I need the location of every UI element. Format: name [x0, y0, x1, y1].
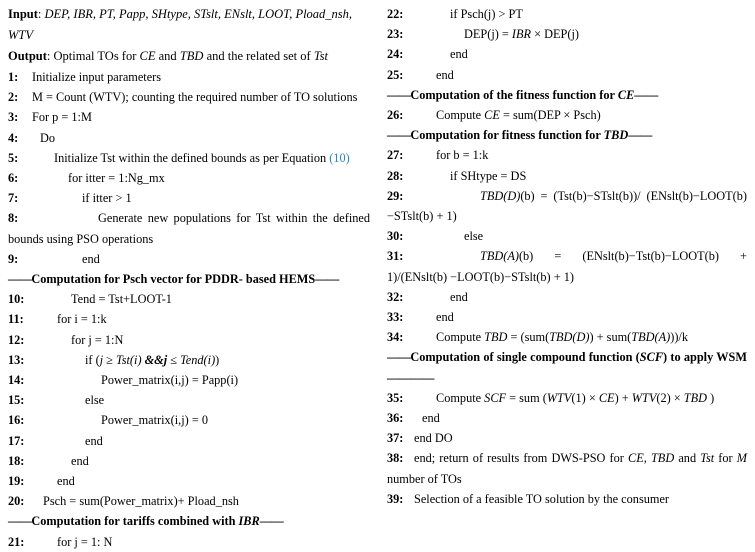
section-divider-tbd [387, 125, 747, 145]
divider-label: Computation of the fitness function for [410, 87, 618, 102]
line-number: 31: [387, 249, 404, 264]
pseudocode-line [8, 107, 370, 127]
pseudocode-line [387, 327, 747, 347]
pseudocode-line [8, 289, 370, 309]
section-divider-scf [387, 347, 747, 387]
line-text-c: and [674, 451, 701, 466]
pseudocode-line [8, 330, 370, 350]
output-text-a: Optimal TOs for [53, 49, 140, 63]
line-text-a: if ( [85, 352, 100, 367]
pseudocode-line [8, 67, 370, 87]
pseudocode-line [8, 350, 370, 370]
input-separator: : [37, 7, 45, 21]
section-divider-psch [8, 269, 370, 289]
section-divider-ce [387, 85, 747, 105]
line-number: 13: [8, 352, 25, 367]
output-header [8, 46, 370, 67]
line-number: 25: [387, 67, 404, 82]
line-text: Psch = sum(Power_matrix)+ Pload_nsh [43, 494, 239, 509]
line-number: 29: [387, 188, 404, 203]
line-text: end [85, 433, 103, 448]
line-text-b: = sum ( [506, 390, 547, 405]
line-text: else [464, 229, 484, 244]
pseudocode-left-column [0, 4, 377, 552]
line-number: 6: [8, 171, 19, 186]
divider-dash-left: —— [387, 128, 411, 143]
var-tbd-a: TBD(A) [480, 249, 519, 264]
var-ce: CE, [628, 451, 647, 466]
output-text-c: and the related set of [203, 49, 314, 63]
var-tbd-d: TBD(D) [549, 330, 590, 345]
line-number: 37: [387, 431, 404, 446]
pseudocode-line [387, 65, 747, 85]
divider-dash-right: —— [628, 128, 652, 143]
divider-dash-right: —— [315, 272, 339, 287]
divider-label-a: Computation of single compound function ( [410, 350, 640, 365]
divider-label: Computation for fitness function for [410, 128, 604, 143]
pseudocode-line [8, 410, 370, 430]
line-number: 36: [387, 411, 404, 426]
line-number: 21: [8, 534, 25, 549]
line-text: Do [40, 130, 56, 145]
var-tbd-d: TBD(D) [480, 188, 521, 203]
line-text: end [422, 411, 440, 426]
var-wtv-2: WTV [631, 390, 657, 405]
divider-dash-left: —— [8, 514, 32, 529]
output-tst-var: Tst [313, 49, 328, 63]
equation-reference-link[interactable]: (10) [329, 150, 350, 165]
pseudocode-line [387, 287, 747, 307]
line-number: 28: [387, 168, 404, 183]
output-text-b: and [155, 49, 180, 63]
pseudocode-line [8, 390, 370, 410]
line-number: 4: [8, 130, 19, 145]
line-text: for itter = 1:Ng_mx [68, 171, 165, 186]
line-text: else [85, 393, 105, 408]
pseudocode-line [8, 491, 370, 511]
pseudocode-line [387, 24, 747, 44]
line-text-d: for [714, 451, 737, 466]
line-text: end [82, 251, 100, 266]
divider-label: Computation for Psch vector for PDDR- based HEMS [31, 272, 316, 287]
line-text-a: Compute [436, 330, 485, 345]
line-text-c: (1) × [571, 390, 599, 405]
divider-ibr-var: IBR [238, 514, 260, 529]
pseudocode-line [8, 309, 370, 329]
line-number: 15: [8, 393, 25, 408]
line-text: Generate new populations for Tst within the defined bounds using PSO operations [8, 211, 370, 246]
pseudocode-line [8, 431, 370, 451]
var-m: M [736, 451, 748, 466]
divider-scf-var: SCF [639, 350, 664, 365]
line-number: 32: [387, 289, 404, 304]
line-number: 34: [387, 330, 404, 345]
line-number: 10: [8, 292, 25, 307]
divider-dash-right: —— [259, 514, 284, 529]
pseudocode-line [387, 489, 747, 509]
line-number: 38: [387, 451, 404, 466]
pseudocode-line [387, 4, 747, 24]
line-text: for j = 1: N [57, 534, 113, 549]
line-text: end [450, 47, 468, 62]
line-text: Selection of a feasible TO solution by the consumer [414, 491, 669, 506]
line-number: 3: [8, 110, 19, 125]
divider-label-b: ) to apply WSM [663, 350, 747, 365]
var-scf: SCF [484, 390, 507, 405]
input-variables: DEP, IBR, PT, Papp, SHtype, STslt, ENslt, LOOT, Pload_nsh, WTV [8, 7, 353, 42]
line-number: 8: [8, 211, 19, 226]
divider-dash-right: ———— [387, 370, 434, 385]
pseudocode-line [387, 145, 747, 165]
line-number: 39: [387, 491, 404, 506]
line-text-d: ≤ [167, 352, 181, 367]
line-text: Initialize input parameters [32, 70, 162, 84]
pseudocode-line [8, 208, 370, 248]
line-text-a: end; return of results from DWS-PSO for [414, 451, 629, 466]
line-text-a: DEP(j) = [464, 27, 512, 42]
line-number: 19: [8, 474, 25, 489]
line-number: 9: [8, 251, 19, 266]
var-tbd: TBD [650, 451, 675, 466]
output-ce-var: CE [139, 49, 156, 63]
line-text: end DO [414, 431, 453, 446]
var-tst: Tst [700, 451, 715, 466]
line-number: 17: [8, 433, 25, 448]
line-text-e: number of TOs [387, 471, 462, 486]
line-text: for j = 1:N [71, 332, 124, 347]
pseudocode-line [387, 428, 747, 448]
line-text-d: ) + [614, 390, 632, 405]
pseudocode-line [8, 188, 370, 208]
line-text-b: = (sum( [507, 330, 550, 345]
line-number: 2: [8, 90, 19, 105]
line-text: end [436, 67, 454, 82]
line-formula: (b) = (Tst(b)−STslt(b))/ (ENslt(b)−LOOT(b) −STslt(b) + 1) [387, 188, 747, 224]
line-number: 33: [387, 310, 404, 325]
line-number: 11: [8, 312, 24, 327]
line-number: 23: [387, 27, 404, 42]
pseudocode-line [387, 307, 747, 327]
line-text: For p = 1:M [32, 110, 92, 125]
pseudocode-line [387, 388, 747, 408]
divider-tbd-var: TBD [603, 128, 629, 143]
line-text: Tend = Tst+LOOT-1 [71, 292, 172, 307]
pseudocode-line [387, 166, 747, 186]
line-text-f: ) [707, 390, 715, 405]
line-text: Initialize Tst within the defined bounds as per Equation [54, 150, 330, 165]
pseudocode-line [8, 249, 370, 269]
var-ce: CE [598, 390, 615, 405]
line-text-c: ) + sum( [589, 330, 632, 345]
line-text-a: Compute [436, 108, 485, 123]
var-tst-i: Tst(i) [116, 352, 142, 367]
line-number: 20: [8, 494, 25, 509]
line-text-e: (2) × [656, 390, 684, 405]
pseudocode-line [387, 105, 747, 125]
line-text-b: ≥ [103, 352, 117, 367]
line-text-b: × DEP(j) [531, 27, 579, 42]
line-text: end [57, 474, 75, 489]
line-text: Power_matrix(i,j) = 0 [101, 413, 208, 428]
line-number: 24: [387, 47, 404, 62]
divider-dash-left: —— [387, 87, 411, 102]
input-header [8, 4, 370, 46]
divider-label: Computation for tariffs combined with [31, 514, 239, 529]
line-text: if Psch(j) > PT [450, 7, 523, 21]
line-text-c: && [141, 352, 164, 367]
divider-dash-right: —— [634, 87, 658, 102]
line-text: Power_matrix(i,j) = Papp(i) [101, 373, 239, 388]
line-text: if SHtype = DS [450, 168, 527, 183]
var-ce: CE [484, 108, 500, 123]
line-number: 26: [387, 108, 404, 123]
line-number: 7: [8, 191, 19, 206]
line-text: if itter > 1 [82, 191, 132, 206]
var-tbd: TBD [484, 330, 508, 345]
line-number: 1: [8, 70, 19, 84]
pseudocode-line [387, 246, 747, 286]
line-text-a: Compute [436, 390, 485, 405]
var-j-2: j [163, 352, 168, 367]
line-number: 22: [387, 7, 404, 21]
line-text: end [71, 453, 89, 468]
pseudocode-line [387, 408, 747, 428]
line-text: end [450, 289, 468, 304]
divider-dash-left: —— [387, 350, 411, 365]
divider-ce-var: CE [617, 87, 635, 102]
line-text: for i = 1:k [57, 312, 107, 327]
var-ibr: IBR [511, 27, 532, 42]
line-formula: (b) = (ENslt(b)−Tst(b)−LOOT(b) + 1)/(ENslt(b) −LOOT(b)−STslt(b) + 1) [387, 249, 747, 284]
line-number: 16: [8, 413, 25, 428]
var-tbd-a: TBD(A) [631, 330, 671, 345]
pseudocode-line [8, 168, 370, 188]
input-label: Input [8, 7, 38, 21]
output-tbd-var: TBD [179, 49, 204, 63]
divider-dash-left: —— [8, 272, 32, 287]
pseudocode-line [8, 87, 370, 107]
pseudocode-line [387, 44, 747, 64]
var-wtv-1: WTV [546, 390, 572, 405]
line-text-e: ) [215, 352, 220, 367]
pseudocode-line [387, 448, 747, 488]
pseudocode-line [8, 148, 370, 168]
line-number: 5: [8, 150, 19, 165]
line-text-d: ))/k [670, 330, 688, 345]
pseudocode-line [387, 186, 747, 226]
pseudocode-line [8, 451, 370, 471]
line-number: 35: [387, 390, 404, 405]
pseudocode-line [8, 370, 370, 390]
line-text-b: = sum(DEP × Psch) [499, 108, 601, 123]
pseudocode-line [8, 471, 370, 491]
pseudocode-right-column [377, 4, 754, 509]
line-text: end [436, 310, 454, 325]
var-tbd: TBD [683, 390, 708, 405]
line-number: 27: [387, 148, 404, 163]
var-j: j [99, 352, 104, 367]
pseudocode-line [387, 226, 747, 246]
pseudocode-line [8, 532, 370, 552]
section-divider-ibr [8, 511, 370, 531]
line-number: 30: [387, 229, 404, 244]
line-number: 14: [8, 373, 25, 388]
output-separator: : [46, 49, 54, 63]
line-text: M = Count (WTV); counting the required number of TO solutions [32, 90, 358, 105]
line-text: for b = 1:k [436, 148, 489, 163]
output-label: Output [8, 49, 47, 63]
line-number: 18: [8, 453, 25, 468]
pseudocode-line [8, 128, 370, 148]
line-number: 12: [8, 332, 25, 347]
var-tend-i: Tend(i) [180, 352, 216, 367]
